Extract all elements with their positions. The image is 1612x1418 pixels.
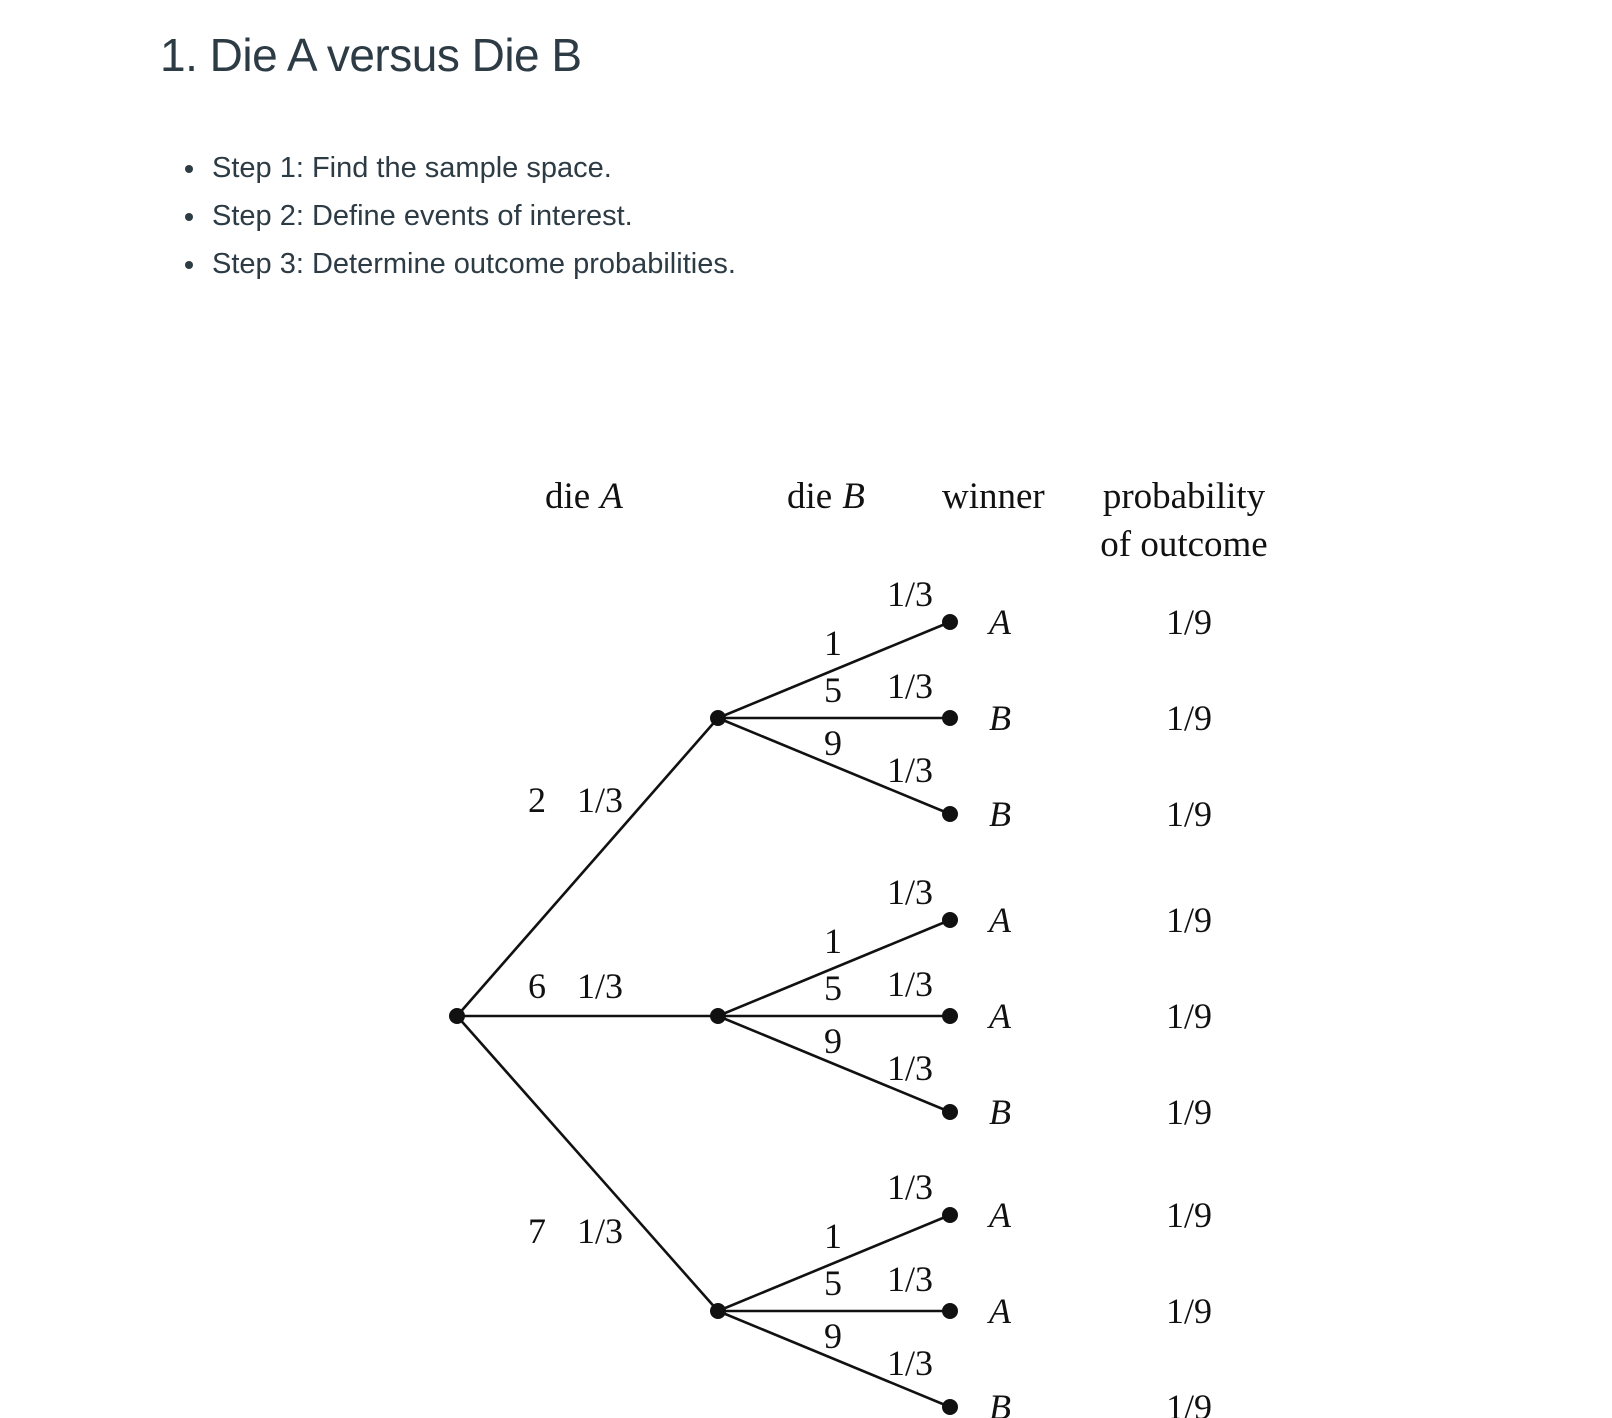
outcome-node	[942, 1399, 958, 1415]
die-a-node	[710, 710, 726, 726]
outcome-prob-label: 1/9	[1165, 996, 1213, 1036]
outcome-prob-label: 1/9	[1165, 1291, 1213, 1331]
outcome-node	[942, 1303, 958, 1319]
branch-die-a-edge	[457, 1016, 718, 1311]
die-a-prob-label: 1/3	[577, 966, 624, 1006]
die-b-value-label: 1	[824, 1216, 842, 1256]
die-a-value-label: 6	[528, 966, 546, 1006]
die-b-value-label: 9	[824, 723, 842, 763]
die-b-value-label: 5	[824, 968, 842, 1008]
die-b-prob-label: 1/3	[886, 750, 934, 790]
winner-label: A	[989, 602, 1011, 642]
die-b-prob-label: 1/3	[886, 872, 934, 912]
die-a-prob-label: 1/3	[577, 780, 624, 820]
header-die-b: die B	[787, 476, 865, 517]
die-b-value-label: 9	[824, 1316, 842, 1356]
die-b-prob-label: 1/3	[886, 1259, 934, 1299]
outcome-node	[942, 1008, 958, 1024]
outcome-prob-label: 1/9	[1165, 698, 1213, 738]
die-b-prob-label: 1/3	[886, 964, 934, 1004]
header-probability: probability	[1102, 476, 1266, 517]
winner-label: A	[989, 1291, 1011, 1331]
die-b-value-label: 1	[824, 623, 842, 663]
die-a-value-label: 2	[528, 780, 546, 820]
tree-labels	[528, 574, 1212, 1418]
winner-label: B	[989, 1387, 1011, 1418]
outcome-prob-label: 1/9	[1165, 1195, 1213, 1235]
winner-label: B	[989, 794, 1011, 834]
die-a-node	[710, 1303, 726, 1319]
header-of-outcome: of outcome	[1100, 524, 1268, 565]
outcome-prob-label: 1/9	[1165, 1092, 1213, 1132]
die-b-prob-label: 1/3	[886, 1167, 934, 1207]
outcome-prob-label: 1/9	[1165, 794, 1213, 834]
step-item: • Step 2: Define events of interest.	[208, 192, 736, 240]
die-b-value-label: 1	[824, 921, 842, 961]
step-item: • Step 3: Determine outcome probabilities.	[208, 240, 736, 288]
outcome-prob-label: 1/9	[1165, 900, 1213, 940]
page-title: 1. Die A versus Die B	[160, 29, 582, 81]
outcome-node	[942, 806, 958, 822]
die-a-prob-label: 1/3	[577, 1211, 624, 1251]
die-a-node	[710, 1008, 726, 1024]
outcome-node	[942, 912, 958, 928]
winner-label: A	[989, 996, 1011, 1036]
die-b-prob-label: 1/3	[886, 1343, 934, 1383]
outcome-node	[942, 1207, 958, 1223]
die-b-prob-label: 1/3	[886, 666, 934, 706]
winner-label: A	[989, 900, 1011, 940]
outcome-node	[942, 710, 958, 726]
header-winner: winner	[942, 476, 1045, 517]
step-item: • Step 1: Find the sample space.	[208, 144, 736, 192]
outcome-prob-label: 1/9	[1165, 1387, 1213, 1418]
die-b-prob-label: 1/3	[886, 574, 934, 614]
outcome-node	[942, 614, 958, 630]
die-b-value-label: 5	[824, 670, 842, 710]
header-die-a: die A	[545, 476, 623, 517]
winner-label: B	[989, 1092, 1011, 1132]
die-b-value-label: 5	[824, 1263, 842, 1303]
tree-edges	[457, 622, 950, 1407]
die-a-value-label: 7	[528, 1211, 546, 1251]
root-node	[449, 1008, 465, 1024]
outcome-node	[942, 1104, 958, 1120]
outcome-prob-label: 1/9	[1165, 602, 1213, 642]
die-b-prob-label: 1/3	[886, 1048, 934, 1088]
winner-label: B	[989, 698, 1011, 738]
die-b-value-label: 9	[824, 1021, 842, 1061]
winner-label: A	[989, 1195, 1011, 1235]
